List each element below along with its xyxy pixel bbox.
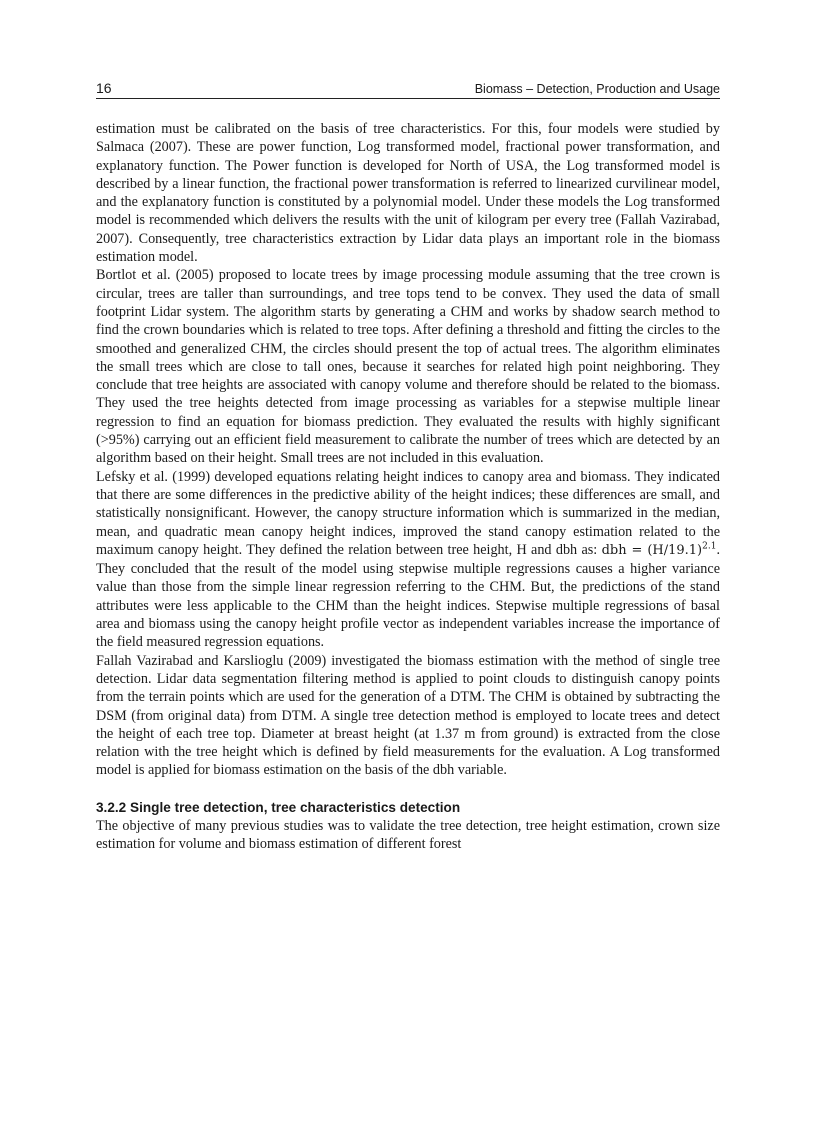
paragraph-calibration: estimation must be calibrated on the basis of tree characteristics. For this, four models were studied by Salmaca (2007). These are power function, Log transformed model, fractional power transformation, and explanatory function. The Power function is developed for North of USA, the Log transformed model is described by a linear function, the fractional power transformation is referred to linearized curvilinear model, and the explanatory function is constituted by a polynomial model. Under these models the Log transformed model is recommended which delivers the results with the unit of kilogram per every tree (Fallah Vazirabad, 2007). Consequently, tree characteristics extraction by Lidar data plays an important role in the biomass estimation model. — [96, 121, 720, 266]
dbh-equation — [602, 543, 717, 558]
lefsky-text-after: . They concluded that the result of the model using stepwise multiple regressions causes a higher variance value than those from the simple linear regression referring to the CHM. But, the predictions of the stand attributes were less applicable to the CHM than the height indices. Stepwise multiple regressions of basal area and biomass using the canopy height profile vector as independent variables increase the importance of the field measured regression equations. — [96, 541, 721, 651]
paragraph-bortlot: Bortlot et al. (2005) proposed to locate trees by image processing module assuming that the tree crown is circular, trees are taller than surroundings, and tree tops tend to be convex. They used the data of small footprint Lidar system. The algorithm starts by generating a CHM and works by shadow search method to find the crown boundaries which is related to tree tops. After defining a threshold and fitting the circles to the smoothed and generalized CHM, the circles should present the top of actual trees. The algorithm eliminates the small trees which are close to tall ones, because it searches for related high point neighboring. They conclude that tree heights are associated with canopy volume and therefore should be related to the biomass. They used the tree heights detected from image processing as variables for a stepwise multiple linear regression to find an equation for biomass prediction. They evaluated the results with highly significant (>95%) carrying out an efficient field measurement to calibrate the number of trees which are detected by an algorithm based on their height. Small trees are not included in this evaluation. — [96, 267, 720, 467]
equation-exponent: 2.1 — [702, 541, 717, 552]
paragraph-lefsky — [96, 468, 720, 652]
page-header — [96, 78, 720, 99]
page — [96, 78, 720, 853]
lefsky-text-before: Lefsky et al. (1999) developed equations relating height indices to canopy area and biomass. They indicated that there are some differences in the predictive ability of the height indices; these differences are small, and statistically nonsignificant. However, the canopy structure information which is summarized in the median, mean, and quadratic mean canopy height indices, improved the stand canopy estimation related to the maximum canopy height. They defined the relation between tree height, H and dbh as: — [96, 468, 720, 558]
body-text — [96, 120, 720, 853]
equation-base: dbh = (H/19.1) — [601, 542, 703, 558]
running-title: Biomass – Detection, Production and Usage — [474, 82, 720, 96]
paragraph-fallah: Fallah Vazirabad and Karslioglu (2009) investigated the biomass estimation with the method of single tree detection. Lidar data segmentation filtering method is applied to point clouds to distinguish canopy points from the terrain points which are used for the generation of a DTM. The CHM is obtained by subtracting the DSM (from original data) from DTM. A single tree detection method is employed to locate trees and detect the height of each tree top. Diameter at breast height (at 1.37 m from ground) is extracted from the close relation with the tree height which is defined by field measurements for the evaluation. A Log transformed model is applied for biomass estimation on the basis of the dbh variable. — [96, 652, 720, 779]
section-heading: 3.2.2 Single tree detection, tree characteristics detection — [96, 799, 461, 815]
paragraph-section-intro: The objective of many previous studies was to validate the tree detection, tree height estimation, crown size estimation for volume and biomass estimation of different forest — [96, 817, 720, 852]
page-number: 16 — [96, 80, 112, 96]
